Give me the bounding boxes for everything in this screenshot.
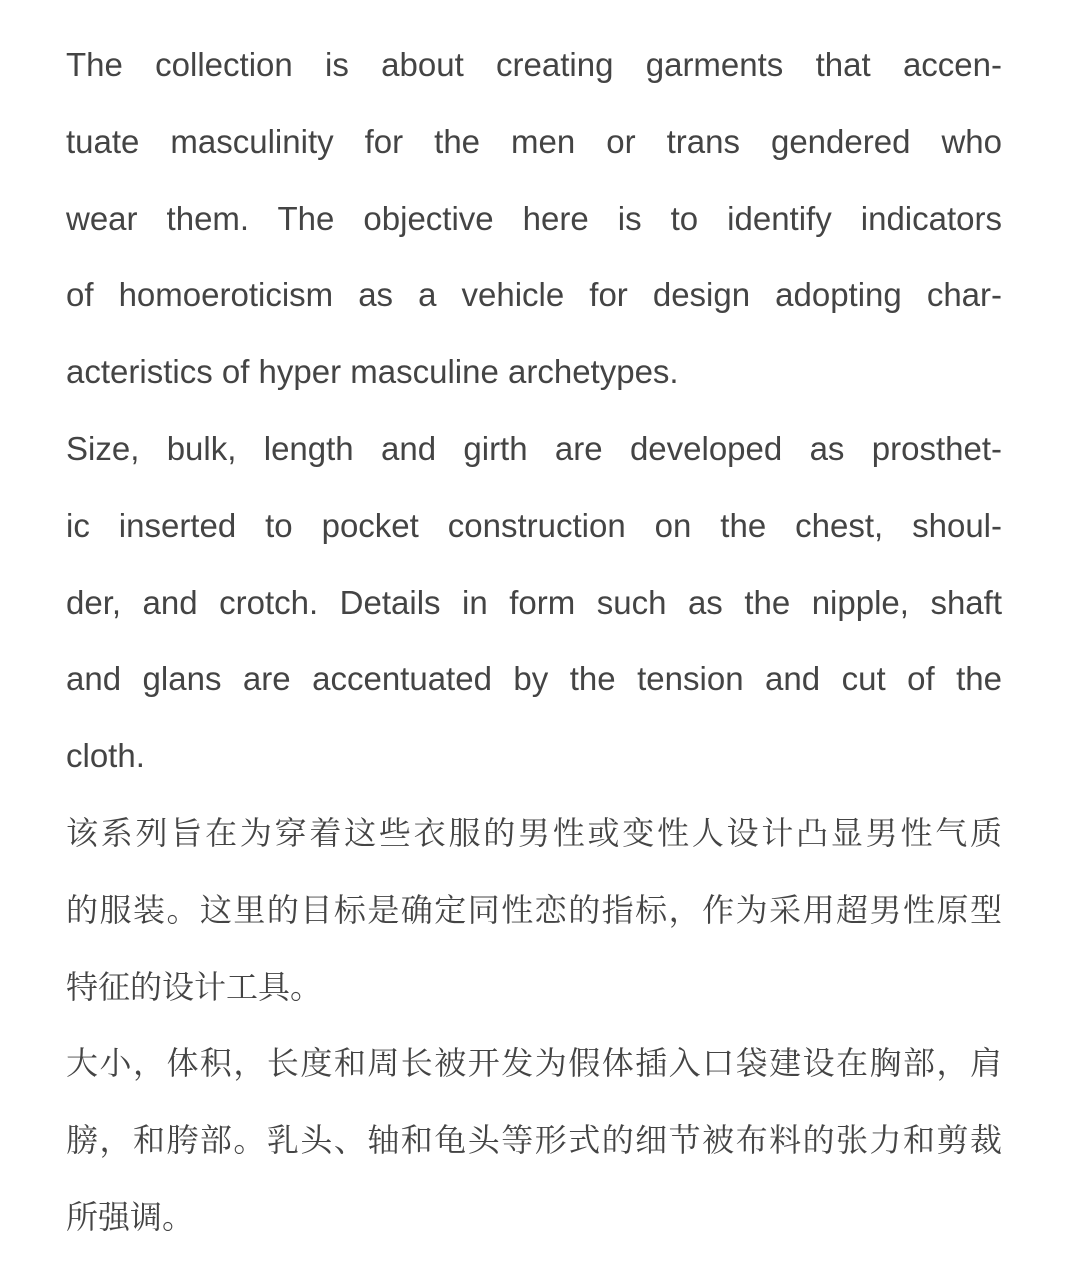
cn-p2-line-2: 膀，和胯部。乳头、轴和龟头等形式的细节被布料的张力和剪裁	[66, 1121, 1002, 1159]
en-p1-line-2: tuate masculinity for the men or trans gendered who	[66, 123, 1002, 160]
cn-p2-line-1: 大小，体积，长度和周长被开发为假体插入口袋建设在胸部，肩	[66, 1044, 1002, 1082]
en-p2-line-3: der, and crotch. Details in form such as the nipple, shaft	[66, 584, 1002, 621]
en-p2-line-5: cloth.	[66, 737, 145, 774]
en-p2-line-2: ic inserted to pocket construction on the chest, shoul-	[66, 507, 1002, 544]
cn-p2-line-3: 所强调。	[66, 1198, 195, 1236]
en-p1-line-5: acteristics of hyper masculine archetypes.	[66, 353, 679, 390]
cn-p1-line-3: 特征的设计工具。	[66, 968, 323, 1006]
en-p2-line-4: and glans are accentuated by the tension and cut of the	[66, 660, 1002, 697]
en-p1-line-3: wear them. The objective here is to identify indicators	[66, 200, 1002, 237]
en-p2-line-1: Size, bulk, length and girth are developed as prosthet-	[66, 430, 1002, 467]
en-p1-line-4: of homoeroticism as a vehicle for design adopting char-	[66, 276, 1002, 313]
cn-p1-line-1: 该系列旨在为穿着这些衣服的男性或变性人设计凸显男性气质	[66, 814, 1002, 852]
cn-p1-line-2: 的服装。这里的目标是确定同性恋的指标，作为采用超男性原型	[66, 891, 1002, 929]
en-p1-line-1: The collection is about creating garments that accen-	[66, 46, 1002, 83]
